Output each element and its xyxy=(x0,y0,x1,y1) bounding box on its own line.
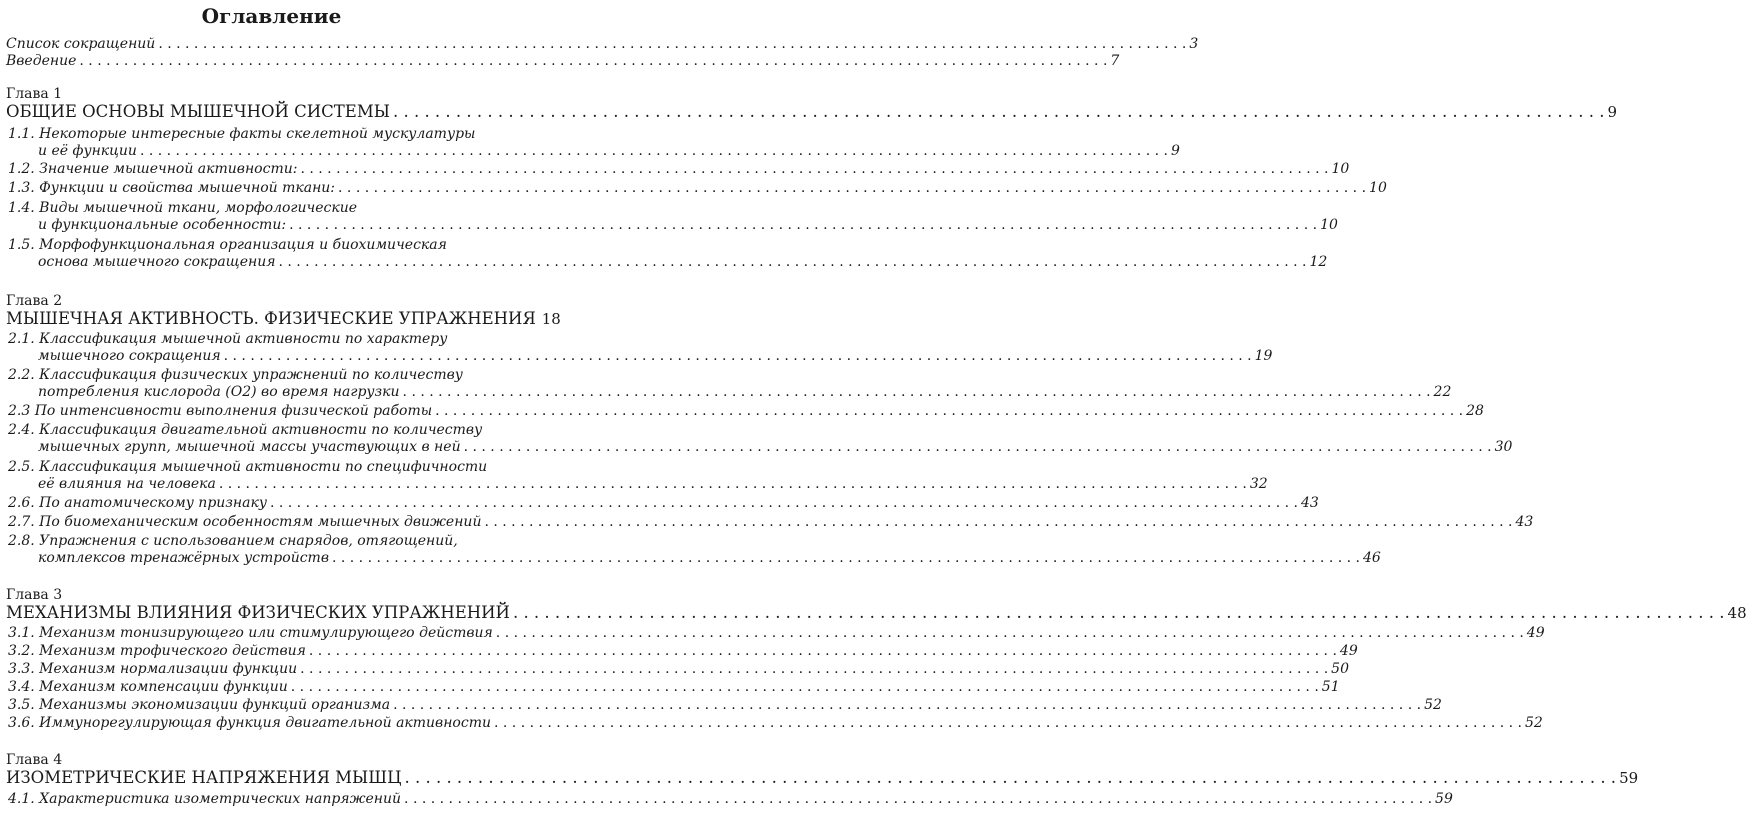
toc-entry[interactable] xyxy=(38,476,1268,493)
toc-entry-text: её влияния на человека xyxy=(38,476,216,492)
toc-entry[interactable] xyxy=(38,384,1452,401)
chapter-title-row[interactable] xyxy=(6,603,1747,623)
chapter-title-row[interactable] xyxy=(6,102,1618,122)
toc-entry[interactable] xyxy=(38,143,1180,160)
toc-entry-abbreviations[interactable] xyxy=(6,36,1199,53)
leader-dots xyxy=(140,143,1168,160)
toc-title: Оглавление xyxy=(201,4,342,28)
leader-dots xyxy=(332,550,1360,567)
toc-entry-text: 4.1. Характеристика изометрических напряжений xyxy=(8,791,402,807)
leader-dots xyxy=(404,768,1616,788)
leader-dots xyxy=(278,254,1306,271)
chapter-page: 48 xyxy=(1727,604,1747,622)
leader-dots xyxy=(79,53,1107,70)
chapter-page: 18 xyxy=(541,310,561,328)
toc-entry-text: 2.7. По биомеханическим особенностям мышечных движений xyxy=(8,514,482,530)
toc-entry-page: 7 xyxy=(1110,53,1120,69)
leader-dots xyxy=(435,403,1463,420)
toc-entry[interactable] xyxy=(8,495,1319,512)
chapter-title-row[interactable] xyxy=(6,309,561,329)
toc-entry[interactable] xyxy=(8,715,1543,732)
toc-entry-page: 43 xyxy=(1515,514,1534,530)
leader-dots xyxy=(300,161,1328,178)
leader-dots xyxy=(289,217,1317,234)
leader-dots xyxy=(494,715,1522,732)
toc-entry-page: 52 xyxy=(1525,715,1543,731)
toc-entry[interactable] xyxy=(8,791,1453,808)
toc-entry-page: 51 xyxy=(1321,679,1340,695)
leader-dots xyxy=(270,495,1298,512)
toc-entry-page: 43 xyxy=(1300,495,1319,511)
toc-entry-page: 49 xyxy=(1339,643,1358,659)
leader-dots xyxy=(464,439,1492,456)
toc-entry[interactable] xyxy=(8,625,1545,642)
toc-entry-page: 10 xyxy=(1320,217,1338,233)
toc-entry-text: потребления кислорода (О2) во время нагрузки xyxy=(38,384,400,400)
leader-dots xyxy=(309,643,1337,660)
toc-entry-page: 12 xyxy=(1309,254,1328,270)
leader-dots xyxy=(219,476,1247,493)
toc-entry-line[interactable]: 1.4. Виды мышечной ткани, морфологические xyxy=(8,200,358,216)
toc-entry-text: 3.5. Механизмы экономизации функций организма xyxy=(8,697,391,713)
toc-entry-text: основа мышечного сокращения xyxy=(38,254,276,270)
toc-entry-text: 3.6. Иммунорегулирующая функция двигательной активности xyxy=(8,715,491,731)
leader-dots xyxy=(158,36,1186,53)
toc-entry-page: 49 xyxy=(1526,625,1545,641)
toc-entry-page: 10 xyxy=(1369,180,1387,196)
toc-entry-text: комплексов тренажёрных устройств xyxy=(38,550,329,566)
toc-entry-text: 3.1. Механизм тонизирующего или стимулирующего действия xyxy=(8,625,493,641)
chapter-label: Глава 4 xyxy=(6,752,63,768)
leader-dots xyxy=(338,180,1366,197)
toc-entry-text: 3.4. Механизм компенсации функции xyxy=(8,679,288,695)
leader-dots xyxy=(291,679,1319,696)
toc-entry[interactable] xyxy=(38,254,1328,271)
toc-entry-text: 1.2. Значение мышечной активности: xyxy=(8,161,298,177)
chapter-title: ОБЩИЕ ОСНОВЫ МЫШЕЧНОЙ СИСТЕМЫ xyxy=(6,102,390,121)
chapter-label: Глава 1 xyxy=(6,86,63,102)
toc-entry-page: 50 xyxy=(1331,661,1349,677)
leader-dots xyxy=(513,603,1725,623)
toc-entry-line[interactable]: 1.1. Некоторые интересные факты скелетной мускулатуры xyxy=(8,126,476,142)
leader-dots xyxy=(404,791,1432,808)
leader-dots xyxy=(300,661,1328,678)
toc-entry-text: 3.2. Механизм трофического действия xyxy=(8,643,306,659)
chapter-page: 9 xyxy=(1607,103,1618,121)
toc-entry[interactable] xyxy=(8,514,1534,531)
toc-entry[interactable] xyxy=(8,403,1484,420)
leader-dots xyxy=(393,697,1421,714)
toc-entry[interactable] xyxy=(8,661,1349,678)
toc-entry[interactable] xyxy=(8,697,1442,714)
toc-entry-text: 2.6. По анатомическому признаку xyxy=(8,495,267,511)
toc-entry-page: 9 xyxy=(1170,143,1180,159)
toc-entry-line[interactable]: 2.1. Классификация мышечной активности по характеру xyxy=(8,331,448,347)
leader-dots xyxy=(224,348,1252,365)
toc-entry-page: 52 xyxy=(1424,697,1442,713)
chapter-title: МЫШЕЧНАЯ АКТИВНОСТЬ. ФИЗИЧЕСКИЕ УПРАЖНЕНИЯ xyxy=(6,309,536,328)
toc-entry-text: мышечных групп, мышечной массы участвующих в ней xyxy=(38,439,461,455)
toc-entry-text: Введение xyxy=(6,53,77,69)
toc-entry-text: 2.3 По интенсивности выполнения физической работы xyxy=(8,403,433,419)
toc-entry-introduction[interactable] xyxy=(6,53,1120,70)
toc-entry-page: 3 xyxy=(1189,36,1199,52)
toc-entry-page: 32 xyxy=(1249,476,1268,492)
leader-dots xyxy=(484,514,1512,531)
toc-entry-line[interactable]: 2.5. Классификация мышечной активности по специфичности xyxy=(8,459,488,475)
toc-entry[interactable] xyxy=(38,348,1273,365)
toc-entry-text: 3.3. Механизм нормализации функции xyxy=(8,661,298,677)
chapter-title-row[interactable] xyxy=(6,768,1639,788)
toc-entry-line[interactable]: 2.4. Классификация двигательной активности по количеству xyxy=(8,422,483,438)
chapter-title: ИЗОМЕТРИЧЕСКИЕ НАПРЯЖЕНИЯ МЫШЦ xyxy=(6,768,402,787)
toc-entry-page: 22 xyxy=(1433,384,1452,400)
toc-entry-text: и функциональные особенности: xyxy=(38,217,287,233)
toc-entry-page: 28 xyxy=(1466,403,1484,419)
leader-dots xyxy=(496,625,1524,642)
chapter-title: МЕХАНИЗМЫ ВЛИЯНИЯ ФИЗИЧЕСКИХ УПРАЖНЕНИЙ xyxy=(6,603,510,622)
leader-dots xyxy=(403,384,1431,401)
chapter-label: Глава 2 xyxy=(6,293,63,309)
toc-entry-page: 30 xyxy=(1494,439,1513,455)
toc-entry-line[interactable]: 2.8. Упражнения с использованием снарядов, отягощений, xyxy=(8,533,458,549)
toc-entry-page: 46 xyxy=(1362,550,1381,566)
toc-entry[interactable] xyxy=(38,439,1513,456)
toc-entry-page: 59 xyxy=(1435,791,1453,807)
toc-entry[interactable] xyxy=(38,217,1338,234)
toc-entry[interactable] xyxy=(8,643,1358,660)
leader-dots xyxy=(393,102,1605,122)
toc-entry[interactable] xyxy=(8,180,1387,197)
toc-entry-page: 10 xyxy=(1331,161,1350,177)
toc-entry-line[interactable]: 1.5. Морфофункциональная организация и биохимическая xyxy=(8,237,447,253)
toc-entry-text: Список сокращений xyxy=(6,36,156,52)
toc-entry-text: мышечного сокращения xyxy=(38,348,221,364)
toc-entry[interactable] xyxy=(38,550,1381,567)
toc-entry[interactable] xyxy=(8,679,1340,696)
toc-entry[interactable] xyxy=(8,161,1350,178)
chapter-page: 59 xyxy=(1619,769,1639,787)
toc-entry-page: 19 xyxy=(1254,348,1273,364)
toc-entry-text: 1.3. Функции и свойства мышечной ткани: xyxy=(8,180,336,196)
toc-entry-text: и её функции xyxy=(38,143,137,159)
chapter-label: Глава 3 xyxy=(6,587,63,603)
toc-entry-line[interactable]: 2.2. Классификация физических упражнений по количеству xyxy=(8,367,463,383)
